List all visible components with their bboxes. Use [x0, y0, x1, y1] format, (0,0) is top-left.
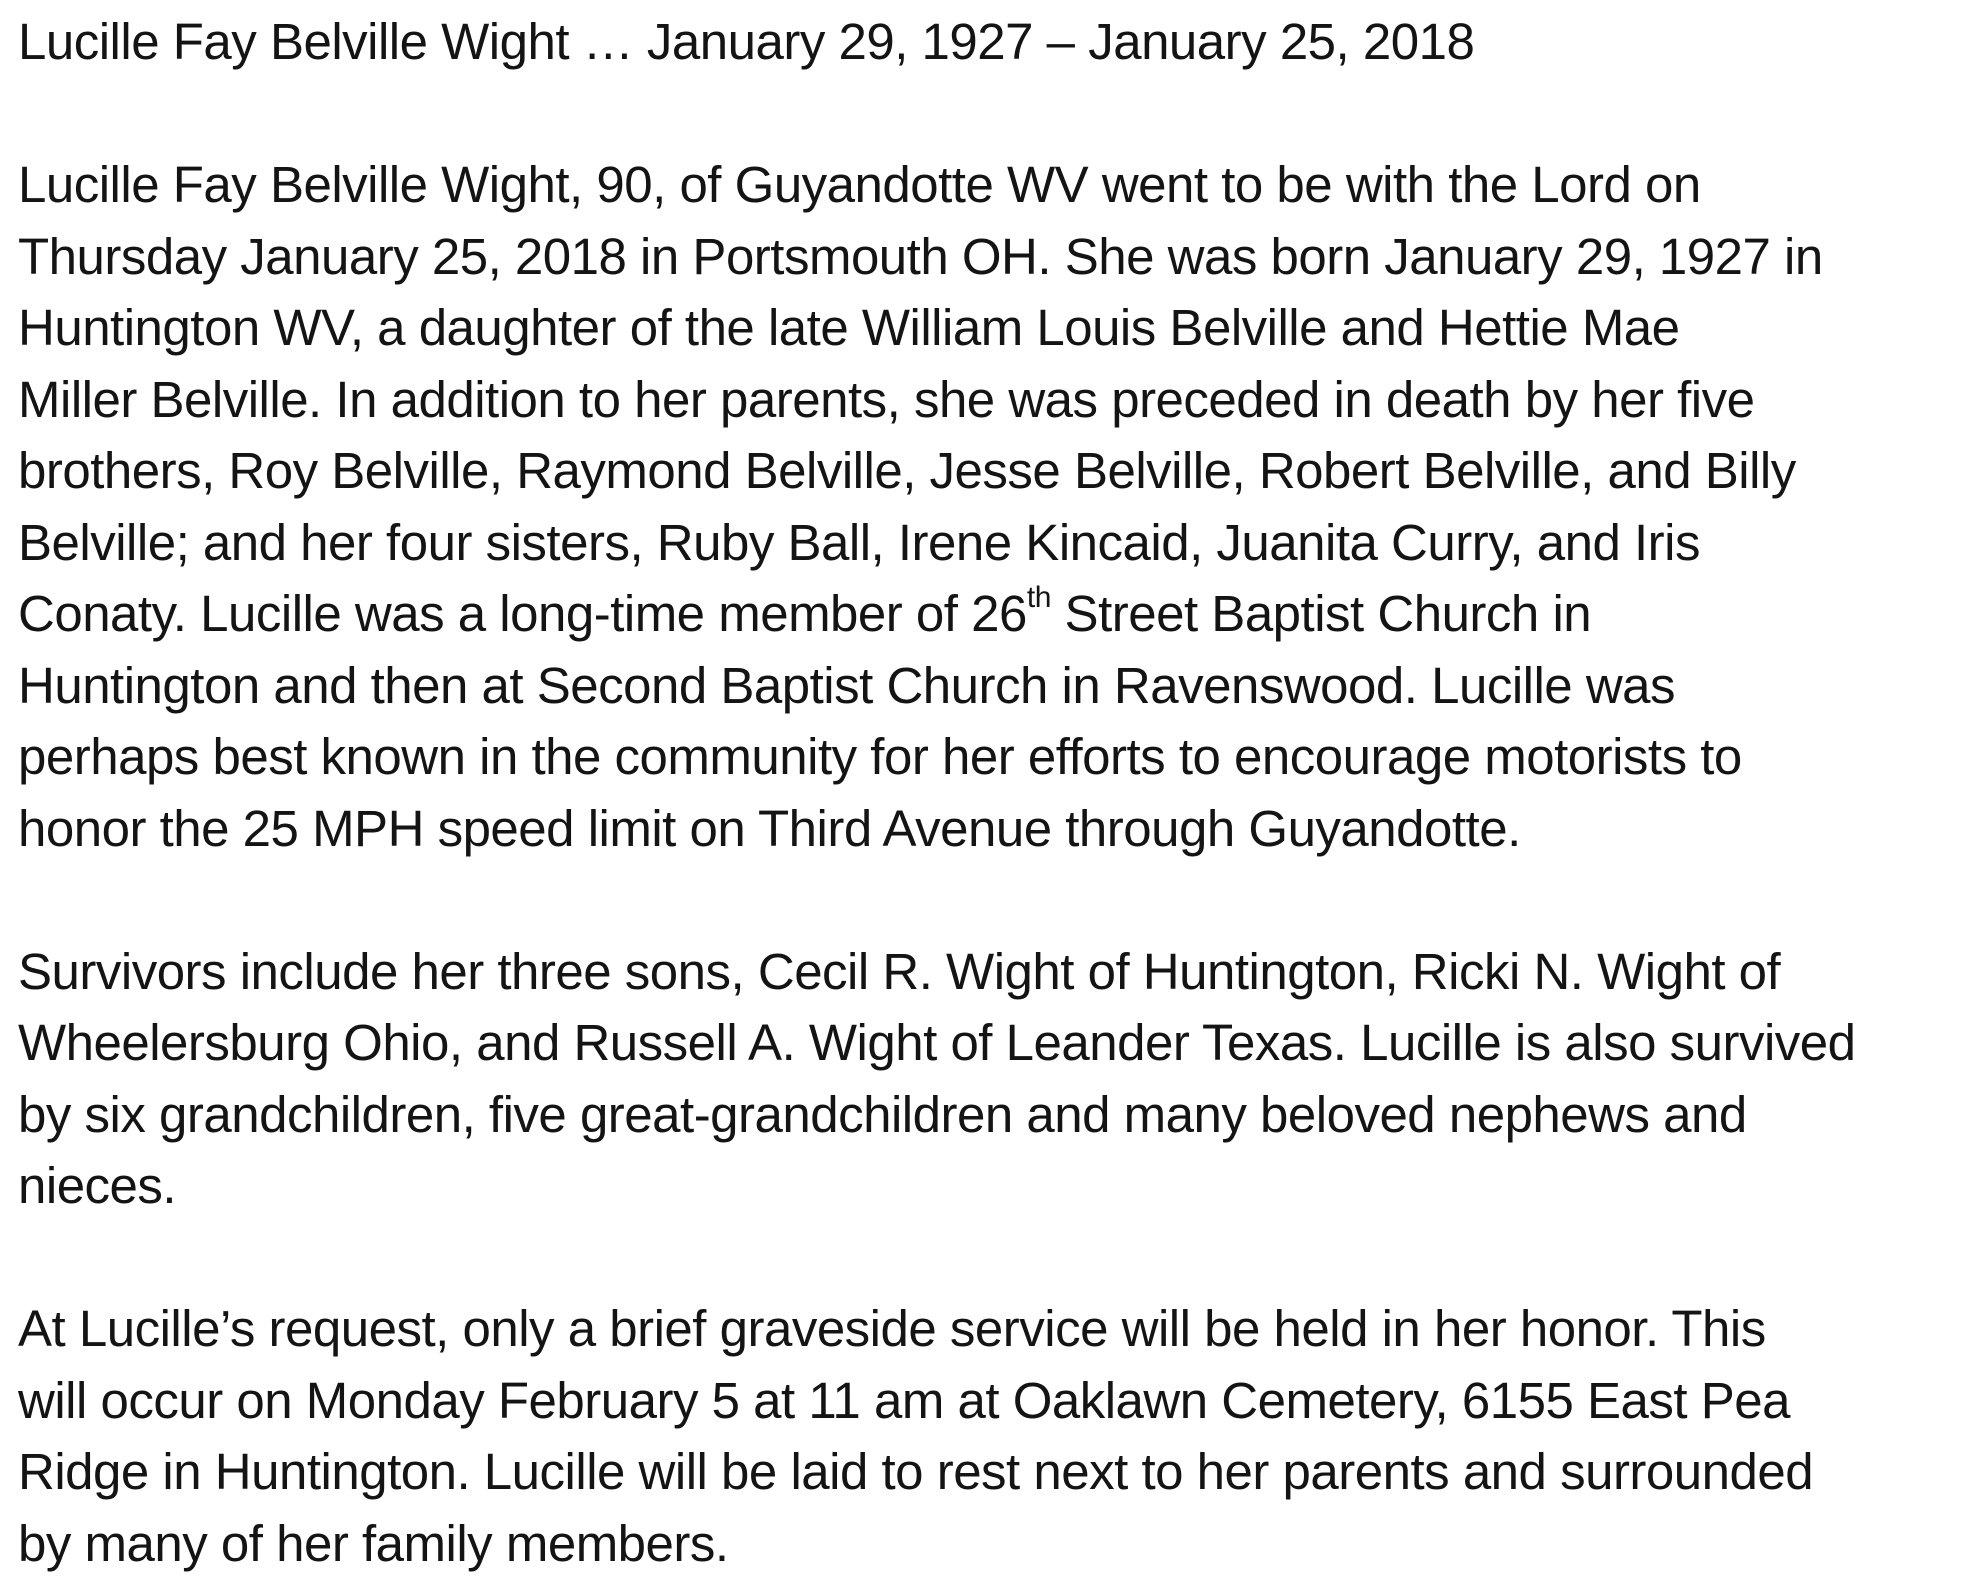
text-line: honor the 25 MPH speed limit on Third Avenue through Guyandotte.: [18, 799, 1521, 857]
text-line: Belville; and her four sisters, Ruby Ball, Irene Kincaid, Juanita Curry, and Iris: [18, 513, 1700, 571]
text-line: Huntington WV, a daughter of the late William Louis Belville and Hettie Mae: [18, 299, 1680, 356]
text-line-with-superscript: [18, 578, 1953, 650]
obituary-paragraph-biography: [18, 149, 1953, 864]
text-line: Thursday January 25, 2018 in Portsmouth OH. She was born January 29, 1927 in: [18, 227, 1823, 285]
text-line: Ridge in Huntington. Lucille will be laid to rest next to her parents and surrounded: [18, 1443, 1814, 1500]
text-line: by many of her family members.: [18, 1514, 729, 1572]
text-line: At Lucille’s request, only a brief graveside service will be held in her honor. This: [18, 1300, 1766, 1357]
text-line: perhaps best known in the community for her efforts to encourage motorists to: [18, 728, 1742, 785]
obituary-heading: Lucille Fay Belville Wight … January 29, 1927 – January 25, 2018: [18, 13, 1475, 70]
obituary-paragraph-service: [18, 1293, 1953, 1579]
text-line: nieces.: [18, 1157, 177, 1214]
paragraph-spacer: [18, 78, 1953, 150]
text-line: brothers, Roy Belville, Raymond Belville, Jesse Belville, Robert Belville, and Billy: [18, 442, 1796, 499]
text-line: Huntington and then at Second Baptist Church in Ravenswood. Lucille was: [18, 656, 1676, 714]
text-line: by six grandchildren, five great-grandchildren and many beloved nephews and: [18, 1085, 1747, 1143]
text-line: will occur on Monday February 5 at 11 am at Oaklawn Cemetery, 6155 East Pea: [18, 1371, 1790, 1429]
text-line: Wheelersburg Ohio, and Russell A. Wight of Leander Texas. Lucille is also survived: [18, 1014, 1856, 1071]
text-line: Miller Belville. In addition to her parents, she was preceded in death by her five: [18, 370, 1755, 428]
text-line: Survivors include her three sons, Cecil R. Wight of Huntington, Ricki N. Wight of: [18, 942, 1781, 1000]
text-segment: Conaty. Lucille was a long-time member of 26: [18, 585, 1027, 642]
paragraph-spacer: [18, 1222, 1953, 1294]
text-segment: Street Baptist Church in: [1050, 585, 1592, 642]
obituary-document: [18, 6, 1953, 1579]
obituary-paragraph-survivors: [18, 936, 1953, 1222]
paragraph-spacer: [18, 864, 1953, 936]
text-line: Lucille Fay Belville Wight, 90, of Guyandotte WV went to be with the Lord on: [18, 156, 1701, 213]
ordinal-superscript: th: [1026, 581, 1051, 614]
